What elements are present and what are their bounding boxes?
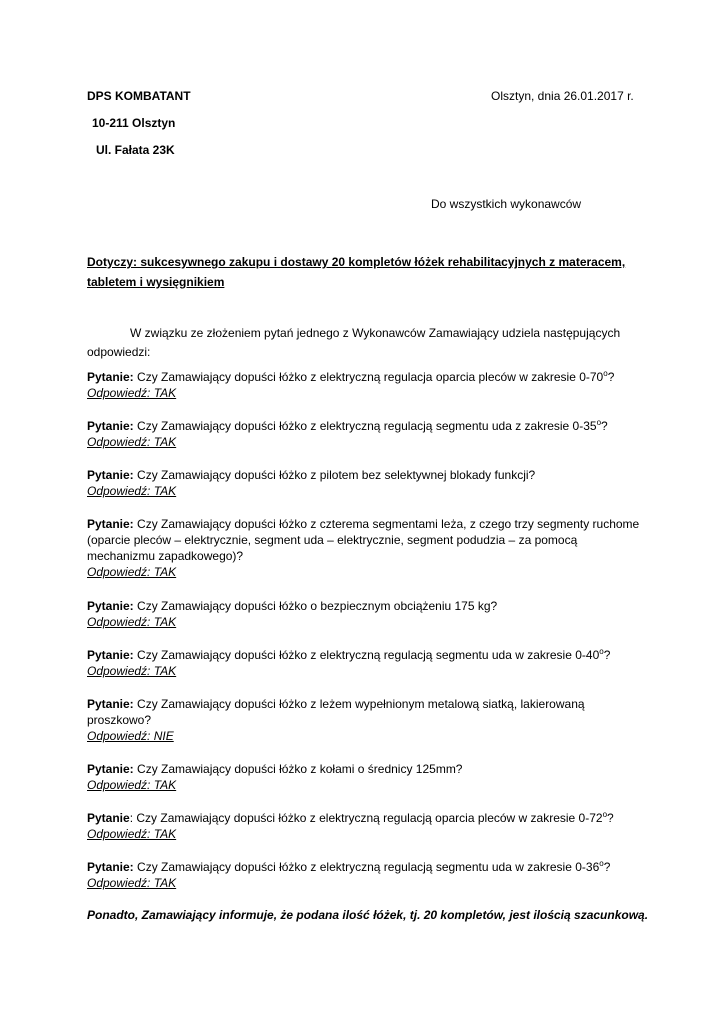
question-text: Czy Zamawiający dopuści łóżko o bezpiecznym obciążeniu 175 kg?: [137, 599, 498, 613]
answer: Odpowiedź: TAK: [87, 778, 177, 792]
qa-item: [87, 647, 647, 679]
qa-item: [87, 418, 647, 450]
question-label: Pytanie:: [87, 648, 134, 662]
sender-street: Ul. Fałata 23K: [96, 143, 175, 157]
question: [87, 598, 647, 614]
question-tail: ?: [603, 648, 611, 662]
question-label: Pytanie:: [87, 370, 134, 384]
sender-name: DPS KOMBATANT: [87, 89, 191, 103]
question: [87, 467, 647, 483]
date-line: Olsztyn, dnia 26.01.2017 r.: [491, 89, 634, 103]
answer: Odpowiedź: TAK: [87, 484, 177, 498]
qa-item: [87, 516, 647, 580]
answer: Odpowiedź: TAK: [87, 615, 177, 629]
intro-paragraph: W związku ze złożeniem pytań jednego z Wykonawców Zamawiający udziela następujących odpowiedzi:: [87, 326, 621, 359]
sender-postal: 10-211 Olsztyn: [92, 116, 176, 130]
qa-item: [87, 598, 647, 630]
question: [87, 859, 647, 875]
question: [87, 369, 647, 385]
qa-item: [87, 696, 607, 744]
answer: Odpowiedź: TAK: [87, 565, 177, 579]
closing-statement: Ponadto, Zamawiający informuje, że podana ilość łóżek, tj. 20 kompletów, jest ilością szacunkową.: [87, 908, 649, 922]
question-label: Pytanie:: [87, 860, 134, 874]
qa-item: [87, 467, 647, 499]
question-label-suffix: :: [129, 811, 134, 825]
question-text: Czy Zamawiający dopuści łóżko z elektryczną regulacją oparcia pleców w zakresie 0-72: [136, 811, 603, 825]
question-label: Pytanie:: [87, 599, 134, 613]
question-text: Czy Zamawiający dopuści łóżko z elektryczną regulacją segmentu uda w zakresie 0-40: [137, 648, 600, 662]
degree-sup: o: [599, 859, 604, 868]
degree-sup: o: [602, 810, 608, 819]
question-label: Pytanie:: [87, 419, 134, 433]
qa-item: [87, 810, 647, 842]
question-tail: ?: [607, 811, 614, 825]
qa-item: [87, 859, 647, 891]
answer: Odpowiedź: TAK: [87, 664, 177, 678]
degree-sup: o: [596, 418, 602, 427]
question-text: Czy Zamawiający dopuści łóżko z elektryczną regulacja oparcia pleców w zakresie 0-70: [137, 370, 604, 384]
question-text: Czy Zamawiający dopuści łóżko z czterema segmentami leża, z czego trzy segmenty ruchome (oparcie pleców – elektrycznie, segment uda – elektrycznie, segment podudzia – za pomocą mechanizmu zapadkowego)?: [87, 517, 640, 563]
subject-line: Dotyczy: sukcesywnego zakupu i dostawy 20 kompletów łóżek rehabilitacyjnych z materacem, tabletem i wysięgnikiem: [87, 255, 626, 289]
question-label: Pytanie:: [87, 517, 134, 531]
answer: Odpowiedź: TAK: [87, 435, 177, 449]
question-label: Pytanie: [87, 811, 130, 825]
question: [87, 696, 607, 728]
question-label: Pytanie:: [87, 468, 134, 482]
question-label: Pytanie:: [87, 762, 134, 776]
question-text: Czy Zamawiający dopuści łóżko z elektryczną regulacją segmentu uda z zakresie 0-35: [137, 419, 597, 433]
question-text: Czy Zamawiający dopuści łóżko z elektryczną regulacją segmentu uda w zakresie 0-36: [137, 860, 600, 874]
question-tail: ?: [601, 419, 608, 433]
question: [87, 516, 647, 564]
answer: Odpowiedź: TAK: [87, 827, 177, 841]
question-tail: ?: [603, 860, 611, 874]
question: [87, 647, 647, 663]
recipient: Do wszystkich wykonawców: [431, 197, 582, 211]
qa-item: [87, 369, 647, 401]
question-text: Czy Zamawiający dopuści łóżko z kołami o średnicy 125mm?: [137, 762, 463, 776]
answer: Odpowiedź: NIE: [87, 729, 174, 743]
degree-sup: o: [603, 369, 608, 378]
question-text: Czy Zamawiający dopuści łóżko z pilotem bez selektywnej blokady funkcji?: [137, 468, 536, 482]
qa-item: [87, 761, 647, 793]
answer: Odpowiedź: TAK: [87, 386, 177, 400]
question-text: Czy Zamawiający dopuści łóżko z leżem wypełnionym metalową siatką, lakierowaną proszkowo?: [87, 697, 585, 727]
answer: Odpowiedź: TAK: [87, 876, 177, 890]
question: [87, 810, 647, 826]
question: [87, 418, 647, 434]
question-tail: ?: [607, 370, 615, 384]
question: [87, 761, 647, 777]
question-label: Pytanie:: [87, 697, 134, 711]
degree-sup: o: [599, 647, 604, 656]
